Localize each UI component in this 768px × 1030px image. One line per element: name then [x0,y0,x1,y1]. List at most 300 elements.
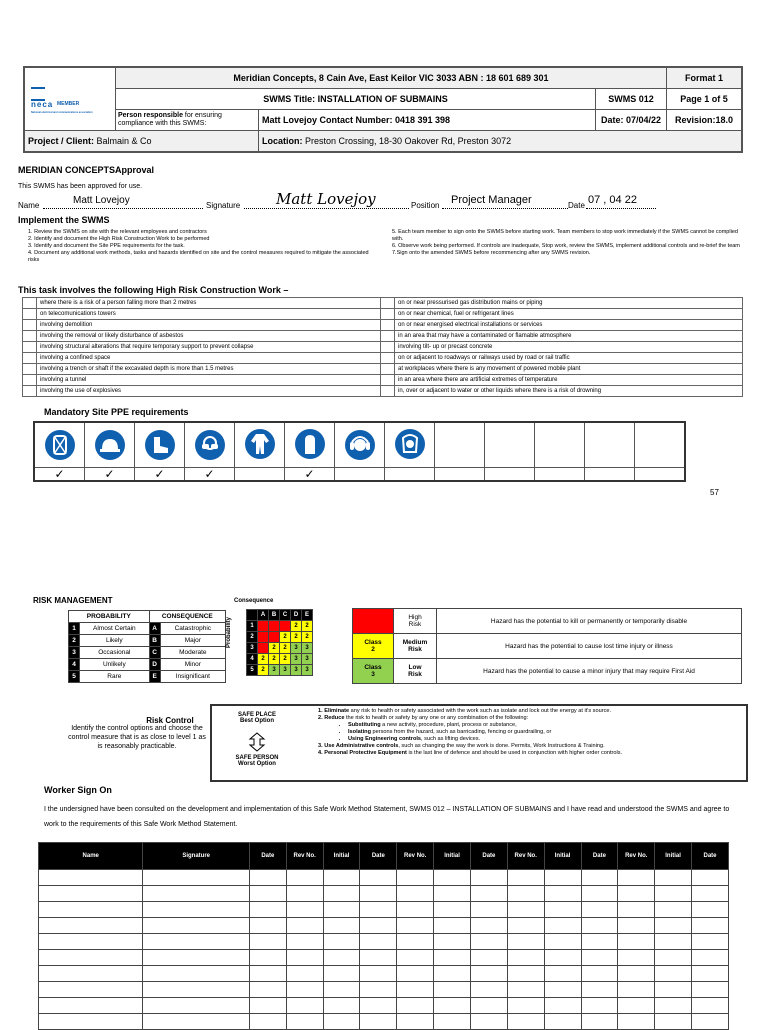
position-value: Project Manager [451,194,532,206]
class-cell: Class 2 [353,634,394,659]
signon-cell[interactable] [581,950,618,966]
ppe-tick[interactable] [235,468,285,482]
cons-label: Catastrophic [160,623,225,635]
hrcw-item: at workplaces where there is any movement of powered mobile plant [395,364,743,375]
implement-step: 4. Document any additional work methods, tasks and hazards identified on site and the control measures required to mitigate the associated risks [28,250,369,263]
signon-cell[interactable] [544,950,581,966]
cons-label: Moderate [160,647,225,659]
consequence-head: CONSEQUENCE [149,611,225,623]
signon-cell[interactable] [249,950,286,966]
signon-column-head: Signature [143,843,249,870]
signon-cell[interactable] [507,982,544,998]
signon-cell[interactable] [655,966,692,982]
ppe-tick[interactable] [635,468,686,482]
signon-cell[interactable] [434,1014,471,1030]
signon-column-head: Initial [434,843,471,870]
hrcw-checkbox[interactable] [381,309,395,320]
date-label: Date [568,201,585,210]
signon-cell[interactable] [360,966,397,982]
signon-cell[interactable] [397,886,434,902]
ppe-tick[interactable] [385,468,435,482]
matrix-cell: 3 [302,643,313,654]
signon-cell[interactable] [323,934,360,950]
hrcw-item: involving the removal or likely disturbance of asbestos [37,331,381,342]
prob-num: 5 [69,671,80,683]
signon-cell[interactable] [507,918,544,934]
table-row [39,950,729,966]
ppe-tick[interactable] [435,468,485,482]
signon-cell[interactable] [434,918,471,934]
signon-cell[interactable] [507,998,544,1014]
approver-name: Matt Lovejoy [73,195,130,206]
signon-cell[interactable] [286,1014,323,1030]
signon-cell[interactable] [434,902,471,918]
class-level: Medium Risk [394,634,437,659]
ppe-tick[interactable] [335,468,385,482]
matrix-row-head: 5 [247,665,258,676]
signon-cell[interactable] [39,998,143,1014]
hrcw-item: on or adjacent to roadways or railways used by road or rail traffic [395,353,743,364]
signon-cell[interactable] [655,1014,692,1030]
hrcw-checkbox[interactable] [23,298,37,309]
project-client: Project / Client: Balmain & Co [24,131,259,153]
signon-cell[interactable] [581,934,618,950]
signon-column-head: Date [360,843,397,870]
signon-cell[interactable] [286,902,323,918]
signon-cell[interactable] [470,982,507,998]
glove-icon [295,429,325,459]
signon-cell[interactable] [692,1014,729,1030]
signon-cell[interactable] [143,998,249,1014]
safety-glasses-icon [195,430,225,460]
signon-cell[interactable] [434,982,471,998]
signon-cell[interactable] [692,950,729,966]
signon-cell[interactable] [544,966,581,982]
hrcw-checkbox[interactable] [23,386,37,397]
hrcw-checkbox[interactable] [381,386,395,397]
signon-cell[interactable] [692,918,729,934]
ppe-tick[interactable]: ✓ [34,468,85,482]
signon-column-head: Rev No. [507,843,544,870]
signon-cell[interactable] [286,886,323,902]
prob-label: Unlikely [80,659,150,671]
signon-cell[interactable] [249,918,286,934]
signon-cell[interactable] [544,870,581,886]
signon-cell[interactable] [360,982,397,998]
signon-cell[interactable] [143,1014,249,1030]
cons-letter: A [149,623,160,635]
signon-cell[interactable] [397,934,434,950]
signon-cell[interactable] [692,886,729,902]
signon-cell[interactable] [692,902,729,918]
signon-cell[interactable] [323,870,360,886]
signon-cell[interactable] [470,918,507,934]
matrix-col-head: A [258,610,269,621]
hrcw-checkbox[interactable] [381,331,395,342]
signon-cell[interactable] [39,934,143,950]
ear-muff-icon [345,430,375,460]
signon-column-head: Initial [655,843,692,870]
matrix-cell: 3 [280,665,291,676]
signon-cell[interactable] [434,870,471,886]
signon-cell[interactable] [581,886,618,902]
signon-cell[interactable] [692,870,729,886]
swms-number: SWMS 012 [596,89,667,110]
logo-member: MEMBER [57,101,80,107]
neca-logo-icon [31,87,45,101]
signon-cell[interactable] [397,966,434,982]
signon-cell[interactable] [143,918,249,934]
signon-cell[interactable] [434,950,471,966]
matrix-cell: 1 [269,621,280,632]
signon-cell[interactable] [692,966,729,982]
signon-cell[interactable] [249,902,286,918]
ppe-cell [635,422,686,468]
ppe-cell [385,422,435,468]
header-date: Date: 07/04/22 [596,110,667,131]
signon-cell[interactable] [581,966,618,982]
signon-cell[interactable] [434,998,471,1014]
signon-cell[interactable] [323,1014,360,1030]
signon-cell[interactable] [470,886,507,902]
signon-cell[interactable] [286,998,323,1014]
matrix-cell: 3 [291,643,302,654]
signon-cell[interactable] [249,934,286,950]
signon-cell[interactable] [655,902,692,918]
face-shield-icon [395,429,425,459]
signon-cell[interactable] [323,966,360,982]
matrix-cell: 3 [291,654,302,665]
hrcw-checkbox[interactable] [23,364,37,375]
signon-cell[interactable] [618,870,655,886]
matrix-cell: 2 [302,632,313,643]
signon-cell[interactable] [581,902,618,918]
hrcw-item: involving a tunnel [37,375,381,386]
signon-cell[interactable] [544,982,581,998]
signon-cell[interactable] [544,998,581,1014]
ppe-tick[interactable] [485,468,535,482]
signon-cell[interactable] [39,902,143,918]
hrcw-item: on telecomunications towers [37,309,381,320]
hrcw-item: in, over or adjacent to water or other liquids where there is a risk of drowning [395,386,743,397]
signon-cell[interactable] [39,982,143,998]
prob-num: 2 [69,635,80,647]
safe-person-label: SAFE PERSON Worst Option [235,755,279,767]
hrcw-checkbox[interactable] [23,331,37,342]
implement-step: 1. Review the SWMS on site with the relevant employees and contractors [28,229,207,235]
signon-cell[interactable] [249,870,286,886]
signon-text: I the undersigned have been consulted on the development and implementation of this Safe Work Method Statement, SWMS 012 – INSTALLATION OF SUBMAINS and I have read and understood the SWMS and agree to work to the requirements of this Safe Work Method Statement. [44,806,730,828]
signon-cell[interactable] [286,934,323,950]
logo-sub: National electrical and communications association [31,111,93,114]
signon-cell[interactable] [286,966,323,982]
signon-cell[interactable] [470,1014,507,1030]
logo-text: neca [31,100,54,109]
signon-column-head: Date [249,843,286,870]
signon-cell[interactable] [323,950,360,966]
ppe-tick[interactable]: ✓ [135,468,185,482]
table-row [39,886,729,902]
signon-cell[interactable] [360,902,397,918]
signon-cell[interactable] [360,918,397,934]
ppe-tick[interactable] [585,468,635,482]
signon-cell[interactable] [581,918,618,934]
implement-step: 6. Observe work being performed. If controls are inadequate, Stop work, review the SWMS, implement additional controls and re-brief the team [392,243,740,249]
ppe-cell [435,422,485,468]
hrcw-item: involving a confined space [37,353,381,364]
signon-cell[interactable] [581,998,618,1014]
signon-cell[interactable] [434,934,471,950]
signon-cell[interactable] [507,966,544,982]
signon-cell[interactable] [323,886,360,902]
prob-num: 1 [69,623,80,635]
signon-cell[interactable] [618,902,655,918]
matrix-cell: 2 [269,654,280,665]
signon-cell[interactable] [397,902,434,918]
hrcw-item: involving the use of explosives [37,386,381,397]
signon-cell[interactable] [360,998,397,1014]
signon-cell[interactable] [507,902,544,918]
signon-cell[interactable] [143,870,249,886]
prob-num: 4 [69,659,80,671]
signon-cell[interactable] [470,902,507,918]
hrcw-checkbox[interactable] [381,298,395,309]
signon-cell[interactable] [655,934,692,950]
cons-label: Major [160,635,225,647]
hrcw-checkbox[interactable] [23,309,37,320]
signon-cell[interactable] [143,950,249,966]
signon-cell[interactable] [360,950,397,966]
table-row [39,982,729,998]
risk-matrix [246,609,313,676]
implement-step: 5. Each team member to sign onto the SWMS before starting work. Team members to stop work immediately if the SWMS cannot be complied with. [392,229,738,242]
matrix-row-head: 4 [247,654,258,665]
signon-cell[interactable] [618,934,655,950]
hrcw-item: involving tilt- up or precast concrete [395,342,743,353]
hrcw-checkbox[interactable] [381,342,395,353]
risk-control-title: Risk Control [146,716,194,725]
matrix-row-head: 2 [247,632,258,643]
signon-cell[interactable] [618,918,655,934]
signon-cell[interactable] [143,966,249,982]
table-row [39,966,729,982]
signon-cell[interactable] [544,886,581,902]
hrcw-item: where there is a risk of a person falling more than 2 metres [37,298,381,309]
signon-cell[interactable] [249,886,286,902]
signon-cell[interactable] [434,966,471,982]
signon-cell[interactable] [286,918,323,934]
signon-cell[interactable] [581,870,618,886]
signon-cell[interactable] [618,886,655,902]
ppe-tick[interactable]: ✓ [185,468,235,482]
signon-cell[interactable] [618,982,655,998]
hrcw-checkbox[interactable] [381,320,395,331]
signon-column-head: Initial [323,843,360,870]
signon-cell[interactable] [397,918,434,934]
signon-cell[interactable] [39,886,143,902]
hrcw-item: involving demolition [37,320,381,331]
format-label: Format 1 [667,67,743,89]
signon-cell[interactable] [397,870,434,886]
signature-label: Signature [206,201,241,210]
implement-left [28,229,378,264]
signon-cell[interactable] [544,902,581,918]
signon-cell[interactable] [39,870,143,886]
signon-cell[interactable] [507,950,544,966]
signon-cell[interactable] [507,934,544,950]
signature-value: Matt Lovejoy [276,190,376,208]
hrcw-item: involving structural alterations that require temporary support to prevent collapse [37,342,381,353]
position-label: Position [411,201,440,210]
signon-cell[interactable] [39,918,143,934]
safe-place-label: SAFE PLACE Best Option [237,712,276,724]
signon-cell[interactable] [507,886,544,902]
hrcw-checkbox[interactable] [23,320,37,331]
signon-cell[interactable] [544,1014,581,1030]
signon-cell[interactable] [470,966,507,982]
signon-cell[interactable] [39,950,143,966]
signon-column-head: Date [581,843,618,870]
signon-cell[interactable] [692,982,729,998]
signon-cell[interactable] [360,870,397,886]
matrix-cell: 1 [258,621,269,632]
signon-cell[interactable] [249,966,286,982]
matrix-cell: 2 [291,621,302,632]
header-table [23,66,743,153]
signon-cell[interactable] [655,918,692,934]
signon-cell[interactable] [655,870,692,886]
signon-cell[interactable] [434,886,471,902]
ppe-cell [285,422,335,468]
hrcw-checkbox[interactable] [23,375,37,386]
signon-cell[interactable] [143,934,249,950]
signon-cell[interactable] [143,902,249,918]
matrix-cell: 2 [269,643,280,654]
signon-cell[interactable] [507,1014,544,1030]
class-desc: Hazard has the potential to cause lost time injury or illness [437,634,742,659]
signon-column-head: Initial [544,843,581,870]
signon-cell[interactable] [39,966,143,982]
matrix-side-label: Probability [226,616,232,648]
signon-cell[interactable] [39,1014,143,1030]
ppe-cell [585,422,635,468]
signon-cell[interactable] [618,950,655,966]
person-responsible-name: Matt Lovejoy Contact Number: 0418 391 398 [259,110,596,131]
signon-cell[interactable] [581,982,618,998]
matrix-cell: 2 [280,654,291,665]
class-desc: Hazard has the potential to kill or permanently or temporarily disable [437,609,742,634]
implement-right [392,229,742,257]
prob-label: Likely [80,635,150,647]
signon-cell[interactable] [323,982,360,998]
signon-cell[interactable] [143,886,249,902]
signon-cell[interactable] [544,918,581,934]
approval-text: This SWMS has been approved for use. [18,183,143,190]
probability-head: PROBABILITY [69,611,150,623]
hrcw-checkbox[interactable] [23,342,37,353]
signon-cell[interactable] [655,998,692,1014]
prob-label: Rare [80,671,150,683]
ppe-tick[interactable]: ✓ [285,468,335,482]
signon-cell[interactable] [323,918,360,934]
signon-cell[interactable] [397,1014,434,1030]
date-value: 07 , 04 22 [588,194,637,206]
signon-table [38,842,729,1030]
signon-cell[interactable] [470,998,507,1014]
logo-cell [24,67,116,131]
signon-cell[interactable] [618,1014,655,1030]
signon-cell[interactable] [470,950,507,966]
signon-cell[interactable] [655,950,692,966]
signon-cell[interactable] [618,998,655,1014]
safety-boot-icon [145,430,175,460]
matrix-cell: 1 [258,632,269,643]
hierarchy-text: 1. Eliminate any risk to health or safety associated with the work such as isolate and lock out the energy at it's source. 2. Reduce the risk to health or safety by any one or any combination of the following: • Substituting a new activity, procedure, plant, process or substance, • Isolating persons from the hazard, such as barricading, fencing or guardrailing, or • Using Engineering controls, such as lifting devices. 3. Use Administrative controls, such as changing the way the work is done. Permits, Work Instructions & Training. 4. Personal Protective Equipment is the last line of defence and should be used in conjunction with higher order controls. [318,708,743,757]
signon-cell[interactable] [470,934,507,950]
ppe-title: Mandatory Site PPE requirements [44,407,189,417]
implement-title: Implement the SWMS [18,215,110,225]
ppe-cell [135,422,185,468]
hrcw-checkbox[interactable] [23,353,37,364]
probability-consequence-table [68,610,226,683]
ppe-tick[interactable] [535,468,585,482]
cons-letter: D [149,659,160,671]
signon-cell[interactable] [323,902,360,918]
signon-cell[interactable] [323,998,360,1014]
signon-cell[interactable] [544,934,581,950]
risk-control-text: Identify the control options and choose the control measure that is as close to level 1 as is reasonably practicable. [68,725,206,750]
signon-cell[interactable] [507,870,544,886]
signon-cell[interactable] [249,1014,286,1030]
hrcw-checkbox[interactable] [381,353,395,364]
table-row [39,902,729,918]
signon-cell[interactable] [618,966,655,982]
ppe-cell [335,422,385,468]
signon-cell[interactable] [581,1014,618,1030]
signon-cell[interactable] [655,982,692,998]
signon-cell[interactable] [360,934,397,950]
signon-cell[interactable] [360,1014,397,1030]
signon-cell[interactable] [286,950,323,966]
matrix-cell: 2 [280,643,291,654]
signon-cell[interactable] [692,998,729,1014]
hrcw-checkbox[interactable] [381,375,395,386]
signon-column-head: Name [39,843,143,870]
hard-hat-icon [95,430,125,460]
signon-cell[interactable] [143,982,249,998]
signon-cell[interactable] [397,950,434,966]
signon-cell[interactable] [397,982,434,998]
ppe-tick[interactable]: ✓ [85,468,135,482]
signon-cell[interactable] [249,998,286,1014]
signon-cell[interactable] [397,998,434,1014]
mask-icon [45,430,75,460]
signon-cell[interactable] [360,886,397,902]
signon-cell[interactable] [286,982,323,998]
hrcw-checkbox[interactable] [381,364,395,375]
location: Location: Preston Crossing, 18-30 Oakover Rd, Preston 3072 [259,131,743,153]
signon-cell[interactable] [470,870,507,886]
signon-column-head: Rev No. [397,843,434,870]
signon-cell[interactable] [655,886,692,902]
signon-cell[interactable] [249,982,286,998]
matrix-cell: 1 [258,643,269,654]
signon-cell[interactable] [286,870,323,886]
implement-step: 3. Identify and document the Site PPE requirements for the task. [28,243,185,249]
risk-class-table [352,608,742,684]
signon-cell[interactable] [692,934,729,950]
revision: Revision:18.0 [667,110,743,131]
